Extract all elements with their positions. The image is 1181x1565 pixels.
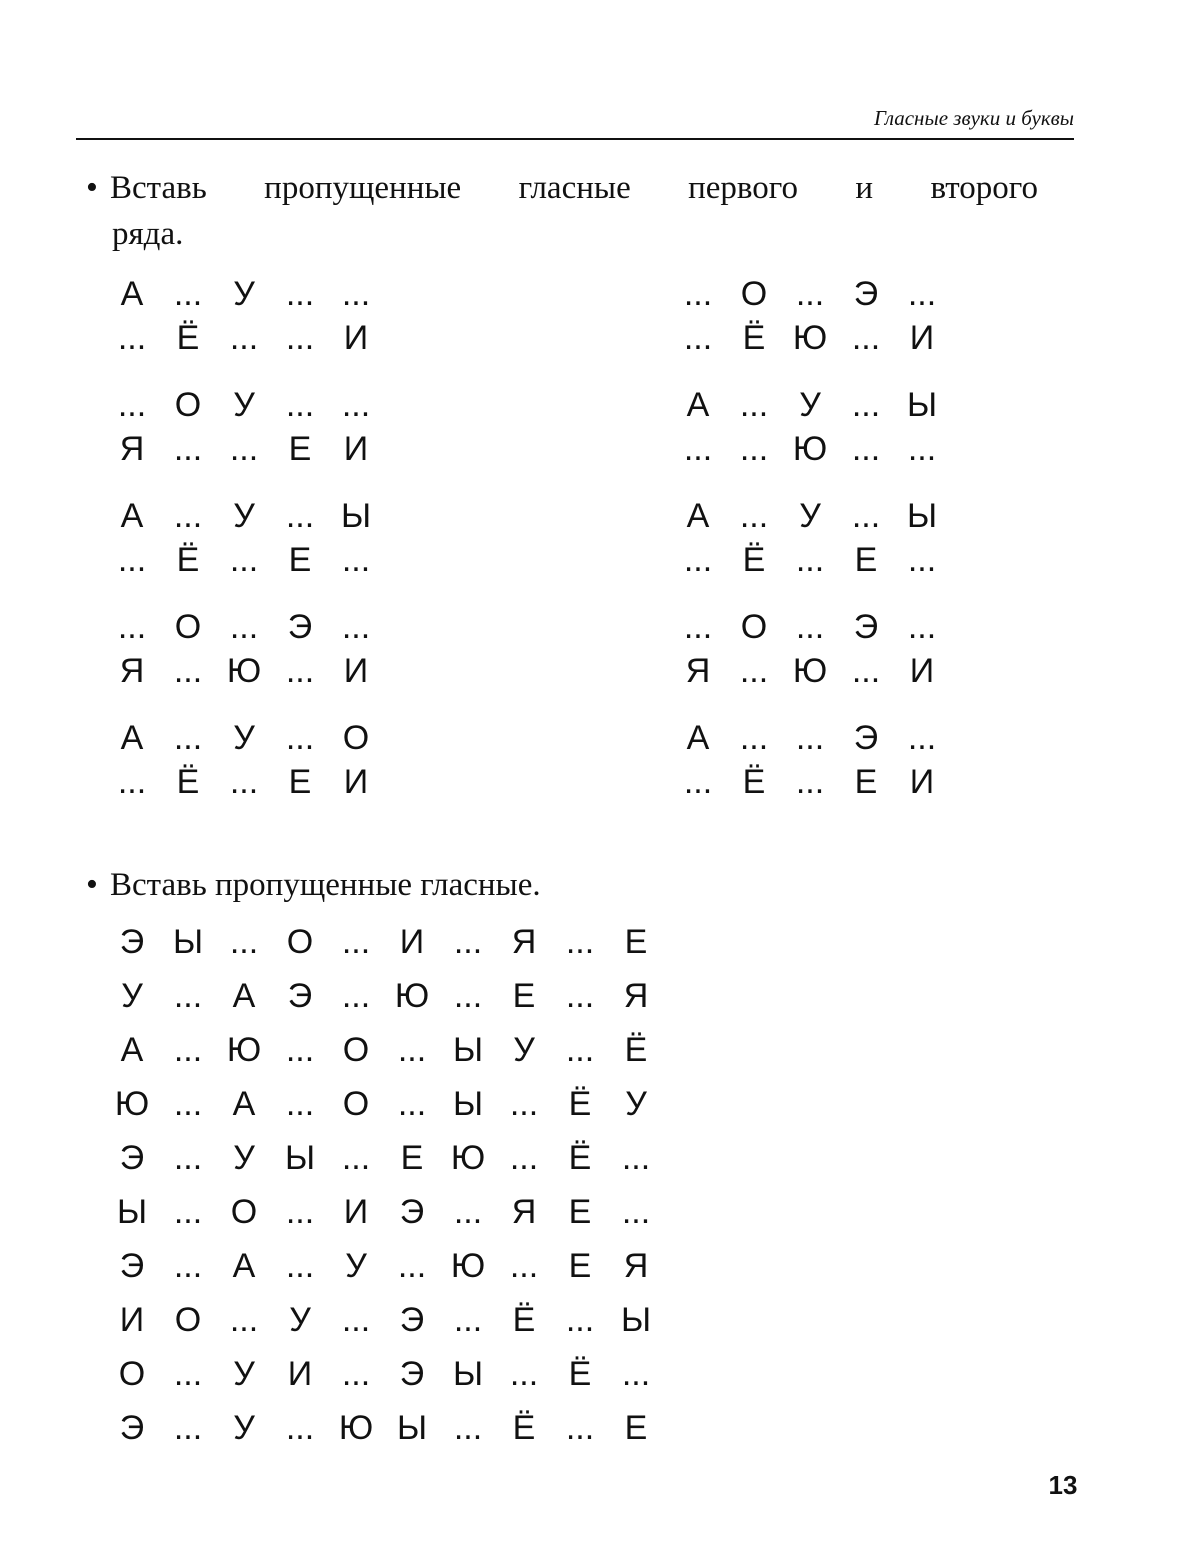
blank-placeholder: ... (509, 1139, 539, 1177)
blank-placeholder: ... (229, 1301, 259, 1339)
blank-placeholder: ... (285, 652, 315, 690)
vowel-letter: Ё (176, 541, 200, 579)
letter-row (104, 427, 384, 471)
blank-placeholder: ... (565, 923, 595, 961)
blank-placeholder: ... (397, 1247, 427, 1285)
blank-placeholder: ... (341, 923, 371, 961)
vowel-letter: Э (853, 719, 879, 757)
vowel-letter: Ы (906, 386, 938, 424)
blank-placeholder: ... (565, 977, 595, 1015)
vowel-letter: Е (400, 1139, 424, 1177)
letter-row (104, 383, 384, 427)
blank-placeholder: ... (851, 497, 881, 535)
vowel-letter: А (232, 977, 256, 1015)
blank-placeholder: ... (453, 923, 483, 961)
blank-placeholder: ... (229, 763, 259, 801)
vowel-letter: Ё (512, 1409, 536, 1447)
blank-placeholder: ... (851, 652, 881, 690)
vowel-letter: Ё (742, 541, 766, 579)
vowel-letter: И (399, 923, 425, 961)
vowel-letter: Ы (396, 1409, 428, 1447)
blank-placeholder: ... (683, 608, 713, 646)
vowel-letter: Э (119, 1409, 145, 1447)
task-1-word-6: второго (930, 170, 1038, 206)
letter-row (104, 716, 384, 760)
blank-placeholder: ... (739, 497, 769, 535)
blank-placeholder: ... (739, 430, 769, 468)
letter-row (104, 538, 384, 582)
vowel-letter: И (343, 319, 369, 357)
blank-placeholder: ... (229, 430, 259, 468)
letter-row (104, 1352, 664, 1396)
blank-placeholder: ... (851, 430, 881, 468)
vowel-letter: И (909, 319, 935, 357)
vowel-letter: Ю (226, 1031, 262, 1069)
letter-row (104, 920, 664, 964)
task-1-word-4: первого (688, 170, 799, 206)
blank-placeholder: ... (117, 763, 147, 801)
vowel-letter: Ё (624, 1031, 648, 1069)
vowel-letter: Э (119, 1247, 145, 1285)
letter-row (104, 760, 384, 804)
blank-placeholder: ... (173, 977, 203, 1015)
blank-placeholder: ... (683, 430, 713, 468)
vowel-letter: Ю (792, 430, 828, 468)
blank-placeholder: ... (285, 1085, 315, 1123)
blank-placeholder: ... (173, 1355, 203, 1393)
letter-row (104, 649, 384, 693)
vowel-letter: У (233, 275, 255, 313)
vowel-letter: О (286, 923, 314, 961)
vowel-letter: Ё (512, 1301, 536, 1339)
blank-placeholder: ... (851, 386, 881, 424)
vowel-letter: Ы (452, 1031, 484, 1069)
blank-placeholder: ... (173, 652, 203, 690)
vowel-letter: И (343, 1193, 369, 1231)
letter-row (670, 649, 950, 693)
blank-placeholder: ... (341, 1301, 371, 1339)
vowel-letter: Е (288, 430, 312, 468)
vowel-letter: У (233, 497, 255, 535)
blank-placeholder: ... (565, 1409, 595, 1447)
blank-placeholder: ... (285, 1247, 315, 1285)
blank-placeholder: ... (453, 977, 483, 1015)
letter-row (104, 1082, 664, 1126)
vowel-letter: Е (288, 763, 312, 801)
vowel-letter: Э (119, 1139, 145, 1177)
vowel-letter: Ы (284, 1139, 316, 1177)
blank-placeholder: ... (453, 1409, 483, 1447)
blank-placeholder: ... (173, 1193, 203, 1231)
blank-placeholder: ... (509, 1355, 539, 1393)
vowel-letter: У (345, 1247, 367, 1285)
vowel-letter: Я (685, 652, 711, 690)
task-1-continuation: ряда. (112, 216, 184, 252)
letter-row (670, 605, 950, 649)
blank-placeholder: ... (739, 386, 769, 424)
vowel-letter: Ё (176, 763, 200, 801)
vowel-letter: Ы (340, 497, 372, 535)
blank-placeholder: ... (739, 652, 769, 690)
blank-placeholder: ... (683, 763, 713, 801)
vowel-letter: А (120, 719, 144, 757)
vowel-letter: Ю (792, 319, 828, 357)
blank-placeholder: ... (341, 275, 371, 313)
page-header (76, 102, 1074, 140)
blank-placeholder: ... (173, 497, 203, 535)
vowel-letter: У (233, 1355, 255, 1393)
blank-placeholder: ... (117, 541, 147, 579)
blank-placeholder: ... (285, 719, 315, 757)
blank-placeholder: ... (173, 1409, 203, 1447)
vowel-letter: Ю (792, 652, 828, 690)
blank-placeholder: ... (621, 1355, 651, 1393)
blank-placeholder: ... (285, 1409, 315, 1447)
section-title: Гласные звуки и буквы (874, 106, 1074, 130)
vowel-letter: А (686, 719, 710, 757)
vowel-letter: Я (623, 977, 649, 1015)
blank-placeholder: ... (117, 319, 147, 357)
blank-placeholder: ... (683, 541, 713, 579)
vowel-letter: Е (624, 923, 648, 961)
blank-placeholder: ... (907, 608, 937, 646)
blank-placeholder: ... (285, 1193, 315, 1231)
vowel-letter: А (120, 1031, 144, 1069)
bullet: • (86, 169, 98, 206)
vowel-letter: А (232, 1085, 256, 1123)
page-number: 13 (1048, 1470, 1078, 1500)
letter-row (670, 316, 950, 360)
vowel-letter: Ю (394, 977, 430, 1015)
vowel-letter: Е (624, 1409, 648, 1447)
vowel-letter: О (342, 1085, 370, 1123)
vowel-letter: А (686, 497, 710, 535)
task-1-instruction (86, 165, 1038, 257)
vowel-letter: Я (511, 1193, 537, 1231)
vowel-letter: О (174, 608, 202, 646)
vowel-letter: Я (119, 652, 145, 690)
letter-row (670, 272, 950, 316)
blank-placeholder: ... (285, 386, 315, 424)
vowel-letter: Э (853, 275, 879, 313)
vowel-letter: А (120, 275, 144, 313)
blank-placeholder: ... (683, 275, 713, 313)
blank-placeholder: ... (397, 1031, 427, 1069)
vowel-letter: Е (512, 977, 536, 1015)
vowel-letter: О (740, 608, 768, 646)
letter-row (670, 383, 950, 427)
vowel-letter: Ю (114, 1085, 150, 1123)
blank-placeholder: ... (229, 319, 259, 357)
vowel-letter: Я (623, 1247, 649, 1285)
letter-row (104, 1136, 664, 1180)
vowel-letter: Е (854, 763, 878, 801)
vowel-letter: О (174, 386, 202, 424)
blank-placeholder: ... (397, 1085, 427, 1123)
blank-placeholder: ... (341, 1139, 371, 1177)
vowel-letter: Э (119, 923, 145, 961)
letter-row (104, 974, 664, 1018)
blank-placeholder: ... (795, 608, 825, 646)
vowel-letter: Ю (450, 1247, 486, 1285)
vowel-letter: Ы (116, 1193, 148, 1231)
vowel-letter: Э (287, 977, 313, 1015)
blank-placeholder: ... (341, 541, 371, 579)
blank-placeholder: ... (173, 1247, 203, 1285)
blank-placeholder: ... (453, 1301, 483, 1339)
blank-placeholder: ... (453, 1193, 483, 1231)
letter-row (104, 494, 384, 538)
blank-placeholder: ... (341, 386, 371, 424)
vowel-letter: У (233, 1409, 255, 1447)
vowel-letter: Ё (568, 1139, 592, 1177)
vowel-letter: А (686, 386, 710, 424)
blank-placeholder: ... (341, 977, 371, 1015)
vowel-letter: А (232, 1247, 256, 1285)
blank-placeholder: ... (117, 608, 147, 646)
blank-placeholder: ... (509, 1247, 539, 1285)
blank-placeholder: ... (173, 1139, 203, 1177)
vowel-letter: Я (119, 430, 145, 468)
vowel-letter: У (233, 1139, 255, 1177)
blank-placeholder: ... (509, 1085, 539, 1123)
blank-placeholder: ... (173, 430, 203, 468)
vowel-letter: У (799, 497, 821, 535)
vowel-letter: Ё (568, 1085, 592, 1123)
letter-row (670, 494, 950, 538)
letter-row (104, 1028, 664, 1072)
blank-placeholder: ... (621, 1139, 651, 1177)
blank-placeholder: ... (285, 1031, 315, 1069)
blank-placeholder: ... (285, 497, 315, 535)
vowel-letter: У (233, 719, 255, 757)
blank-placeholder: ... (341, 608, 371, 646)
vowel-letter: У (289, 1301, 311, 1339)
vowel-letter: О (740, 275, 768, 313)
vowel-letter: Э (399, 1355, 425, 1393)
vowel-letter: У (625, 1085, 647, 1123)
vowel-letter: Э (399, 1193, 425, 1231)
vowel-letter: Е (288, 541, 312, 579)
vowel-letter: Ы (906, 497, 938, 535)
blank-placeholder: ... (565, 1031, 595, 1069)
vowel-letter: Е (568, 1193, 592, 1231)
vowel-letter: Ы (620, 1301, 652, 1339)
blank-placeholder: ... (683, 319, 713, 357)
vowel-letter: У (799, 386, 821, 424)
vowel-letter: И (343, 430, 369, 468)
vowel-letter: Ю (338, 1409, 374, 1447)
vowel-letter: Ы (452, 1085, 484, 1123)
letter-row (104, 1298, 664, 1342)
vowel-letter: Ы (172, 923, 204, 961)
letter-row (104, 1190, 664, 1234)
vowel-letter: Э (287, 608, 313, 646)
letter-row (670, 427, 950, 471)
vowel-letter: Е (854, 541, 878, 579)
blank-placeholder: ... (907, 430, 937, 468)
blank-placeholder: ... (621, 1193, 651, 1231)
blank-placeholder: ... (795, 541, 825, 579)
bullet: • (86, 866, 98, 903)
vowel-letter: Ё (568, 1355, 592, 1393)
blank-placeholder: ... (229, 608, 259, 646)
vowel-letter: Ю (450, 1139, 486, 1177)
vowel-letter: О (118, 1355, 146, 1393)
vowel-letter: И (343, 652, 369, 690)
blank-placeholder: ... (907, 275, 937, 313)
letter-row (670, 716, 950, 760)
blank-placeholder: ... (795, 275, 825, 313)
vowel-letter: О (342, 719, 370, 757)
task-1-word-5: и (855, 170, 874, 206)
vowel-letter: У (121, 977, 143, 1015)
blank-placeholder: ... (229, 923, 259, 961)
vowel-letter: О (174, 1301, 202, 1339)
blank-placeholder: ... (907, 719, 937, 757)
vowel-letter: У (233, 386, 255, 424)
vowel-letter: И (287, 1355, 313, 1393)
blank-placeholder: ... (173, 1085, 203, 1123)
vowel-letter: И (909, 652, 935, 690)
vowel-letter: О (342, 1031, 370, 1069)
task-1-word-1: • Вставь (86, 165, 207, 211)
vowel-letter: А (120, 497, 144, 535)
vowel-letter: Е (568, 1247, 592, 1285)
letter-row (670, 760, 950, 804)
blank-placeholder: ... (173, 719, 203, 757)
vowel-letter: Э (399, 1301, 425, 1339)
vowel-letter: Ы (452, 1355, 484, 1393)
vowel-letter: И (119, 1301, 145, 1339)
task-2-instruction (86, 862, 541, 908)
vowel-letter: Ё (742, 319, 766, 357)
letter-row (670, 538, 950, 582)
blank-placeholder: ... (341, 1355, 371, 1393)
vowel-letter: Ё (742, 763, 766, 801)
letter-row (104, 272, 384, 316)
blank-placeholder: ... (795, 763, 825, 801)
blank-placeholder: ... (739, 719, 769, 757)
vowel-letter: Ю (226, 652, 262, 690)
blank-placeholder: ... (117, 386, 147, 424)
vowel-letter: Ё (176, 319, 200, 357)
blank-placeholder: ... (285, 319, 315, 357)
blank-placeholder: ... (173, 275, 203, 313)
blank-placeholder: ... (565, 1301, 595, 1339)
blank-placeholder: ... (907, 541, 937, 579)
vowel-letter: Э (853, 608, 879, 646)
blank-placeholder: ... (851, 319, 881, 357)
task-1-word-2: пропущенные (264, 170, 462, 206)
vowel-letter: И (909, 763, 935, 801)
vowel-letter: У (513, 1031, 535, 1069)
task-2-text: Вставь пропущенные гласные. (110, 867, 541, 903)
letter-row (104, 605, 384, 649)
letter-row (104, 1406, 664, 1450)
letter-row (104, 1244, 664, 1288)
blank-placeholder: ... (229, 541, 259, 579)
vowel-letter: О (230, 1193, 258, 1231)
blank-placeholder: ... (285, 275, 315, 313)
vowel-letter: И (343, 763, 369, 801)
vowel-letter: Я (511, 923, 537, 961)
blank-placeholder: ... (173, 1031, 203, 1069)
task-1-word-3: гласные (518, 170, 631, 206)
letter-row (104, 316, 384, 360)
blank-placeholder: ... (795, 719, 825, 757)
